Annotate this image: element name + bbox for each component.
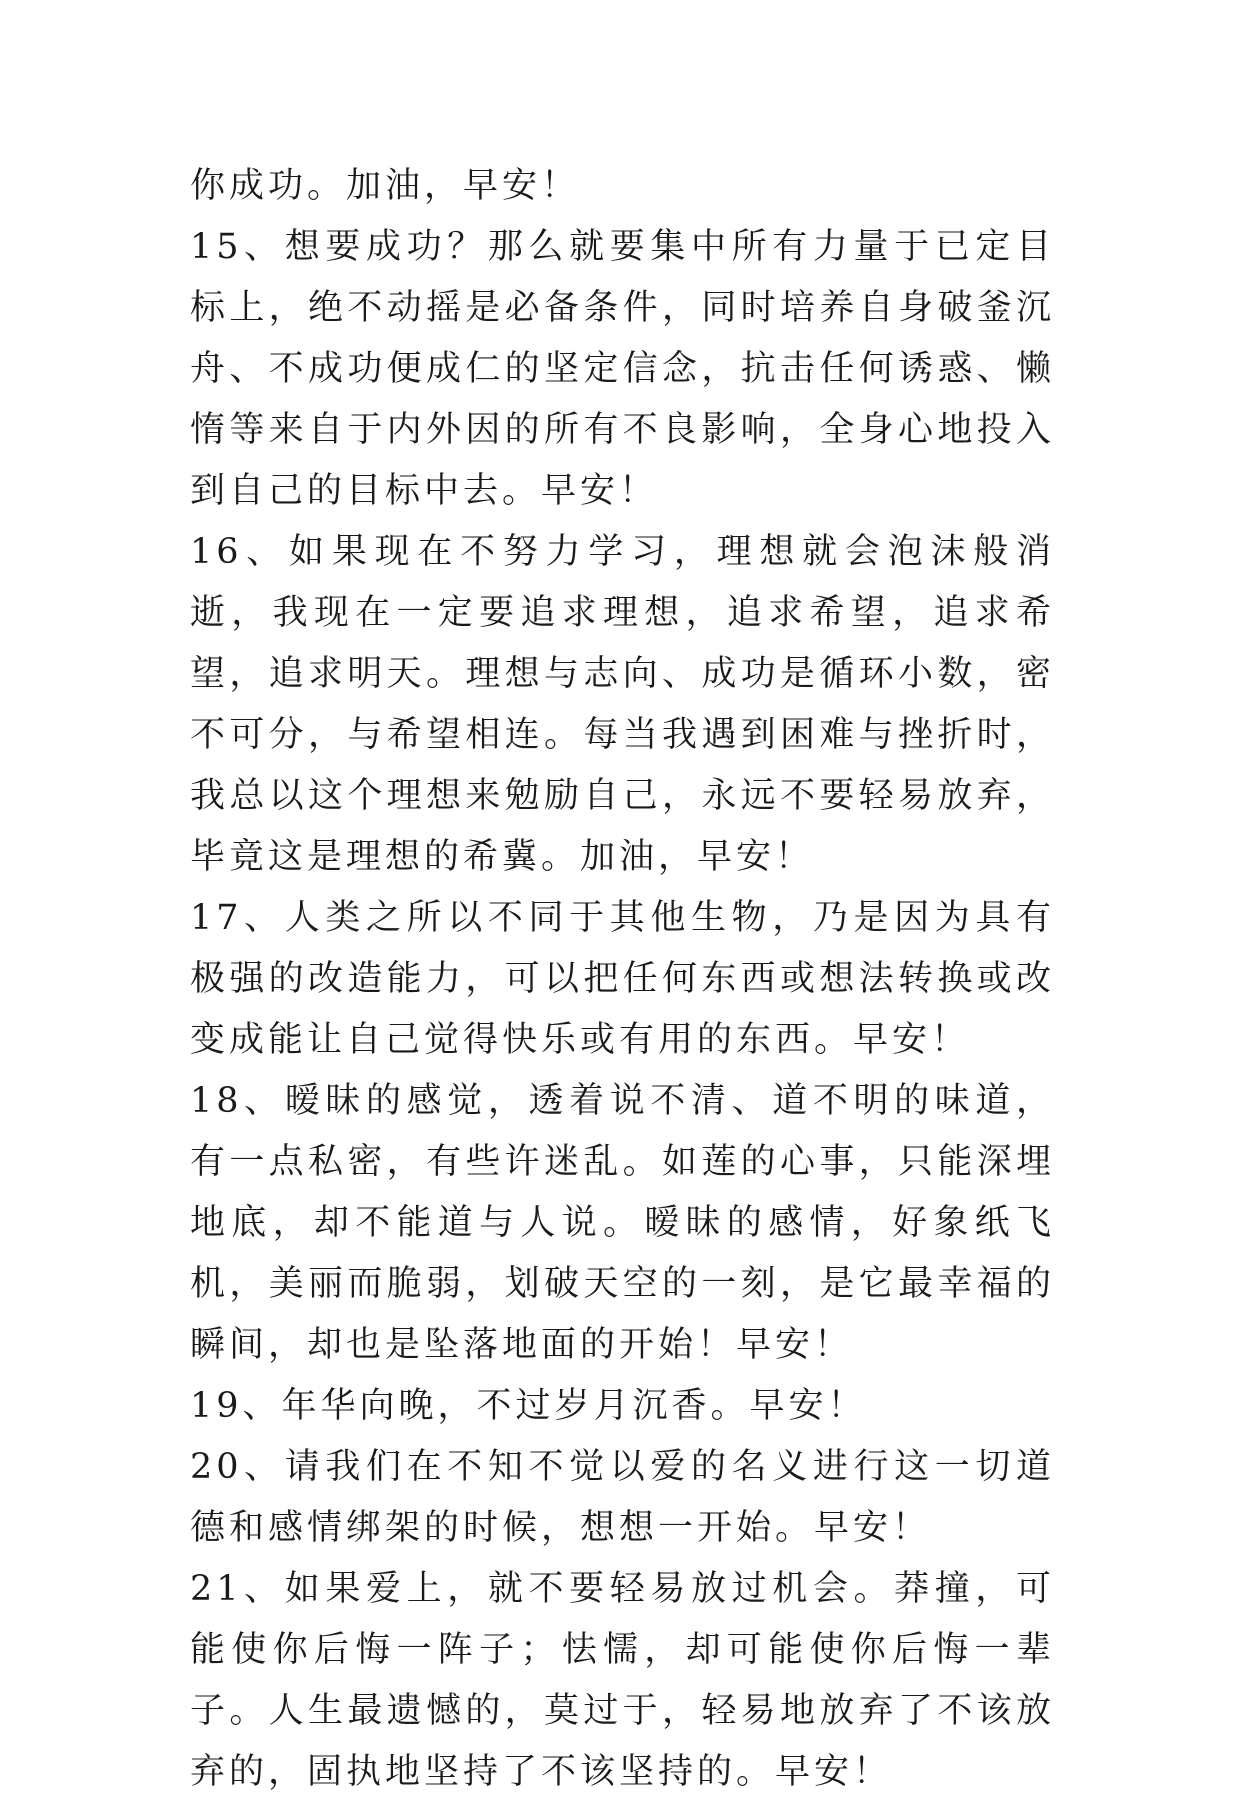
- paragraph-item-17: 17、人类之所以不同于其他生物，乃是因为具有极强的改造能力，可以把任何东西或想法转换或改变成能让自己觉得快乐或有用的东西。早安！: [190, 898, 1055, 1060]
- paragraph-item-18: 18、暧昧的感觉，透着说不清、道不明的味道，有一点私密，有些许迷乱。如莲的心事，只能深埋地底，却不能道与人说。暧昧的感情，好象纸飞机，美丽而脆弱，划破天空的一刻，是它最幸福的瞬间，却也是坠落地面的开始！早安！: [190, 1081, 1055, 1365]
- paragraph-continuation: 你成功。加油，早安！: [190, 166, 581, 206]
- paragraph-item-15: 15、想要成功？那么就要集中所有力量于已定目标上，绝不动摇是必备条件，同时培养自身破釜沉舟、不成功便成仁的坚定信念，抗击任何诱惑、懒惰等来自于内外因的所有不良影响，全身心地投入到自己的目标中去。早安！: [190, 227, 1055, 511]
- paragraph-item-20: 20、请我们在不知不觉以爱的名义进行这一切道德和感情绑架的时候，想想一开始。早安！: [190, 1447, 1055, 1548]
- document-body: [190, 156, 1055, 1803]
- paragraph-item-16: 16、如果现在不努力学习，理想就会泡沫般消逝，我现在一定要追求理想，追求希望，追求希望，追求明天。理想与志向、成功是循环小数，密不可分，与希望相连。每当我遇到困难与挫折时，我总以这个理想来勉励自己，永远不要轻易放弃，毕竟这是理想的希冀。加油，早安！: [190, 532, 1055, 877]
- paragraph-item-19: 19、年华向晚，不过岁月沉香。早安！: [190, 1386, 867, 1426]
- paragraph-item-21: 21、如果爱上，就不要轻易放过机会。莽撞，可能使你后悔一阵子；怯懦，却可能使你后悔一辈子。人生最遗憾的，莫过于，轻易地放弃了不该放弃的，固执地坚持了不该坚持的。早安！: [190, 1569, 1055, 1792]
